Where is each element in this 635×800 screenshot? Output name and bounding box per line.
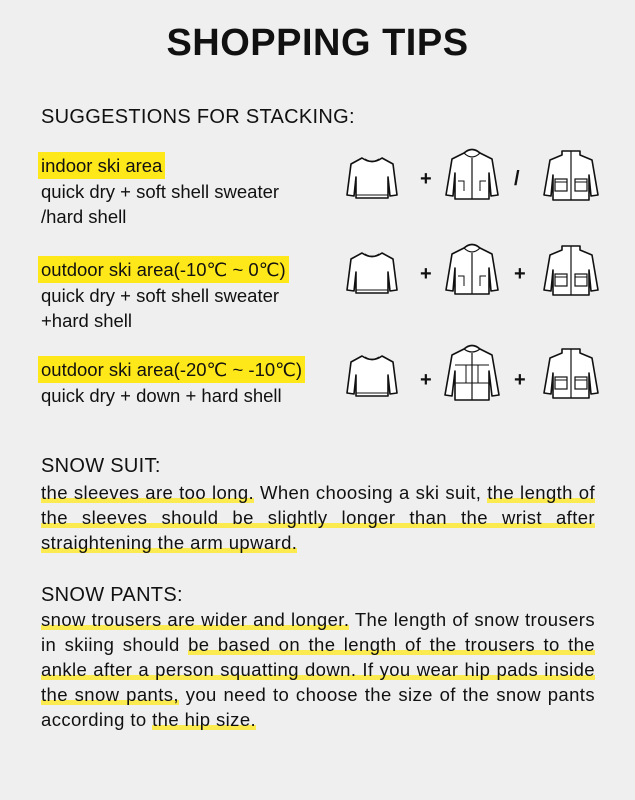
- stacking-item-line1: quick dry + soft shell sweater: [41, 285, 280, 306]
- stacking-icons-row: [340, 147, 610, 207]
- stacking-item-indoor: [41, 152, 341, 229]
- sweater-icon: [345, 250, 399, 296]
- highlighted-text: the hip size.: [152, 709, 257, 730]
- soft-shell-jacket-icon: [442, 242, 502, 298]
- stacking-heading: SUGGESTIONS FOR STACKING:: [41, 106, 355, 128]
- snow-pants-paragraph: [41, 607, 595, 732]
- body-text: The length of snow trousers in skiing should: [41, 609, 595, 655]
- plus-operator: +: [420, 369, 432, 391]
- plus-operator: +: [420, 168, 432, 190]
- hard-shell-jacket-icon: [540, 242, 602, 298]
- down-jacket-icon: [442, 343, 502, 405]
- hard-shell-jacket-icon: [540, 345, 602, 401]
- soft-shell-jacket-icon: [442, 147, 502, 203]
- plus-operator: +: [514, 369, 526, 391]
- stacking-item-label: outdoor ski area(-10℃ ~ 0℃): [38, 256, 289, 283]
- stacking-item-line1: quick dry + down + hard shell: [41, 385, 282, 406]
- stacking-item-line2: +hard shell: [41, 310, 133, 331]
- body-text: When choosing a ski suit,: [254, 482, 488, 503]
- highlighted-text: the sleeves are too long.: [41, 482, 255, 503]
- highlighted-text: snow trousers are wider and longer.: [41, 609, 350, 630]
- sweater-icon: [345, 155, 399, 201]
- plus-operator: +: [420, 263, 432, 285]
- snow-suit-heading: SNOW SUIT:: [41, 455, 161, 477]
- highlighted-text: be based on the length of the trousers to the ankle after a person squatting down. If you wear hip pads inside the snow pants,: [41, 634, 595, 705]
- stacking-icons-row: [340, 242, 610, 302]
- stacking-icons-row: [340, 343, 610, 403]
- highlighted-text: the length of the sleeves should be slightly longer than the wrist after straightening the arm upward.: [41, 482, 596, 553]
- stacking-item-label: outdoor ski area(-20℃ ~ -10℃): [38, 356, 305, 383]
- plus-operator: +: [514, 263, 526, 285]
- stacking-item-outdoor-mild: [41, 256, 341, 333]
- snow-suit-paragraph: [41, 480, 595, 555]
- snow-pants-heading: SNOW PANTS:: [41, 584, 183, 606]
- slash-operator: /: [514, 168, 520, 190]
- sweater-icon: [345, 353, 399, 399]
- page-title: SHOPPING TIPS: [166, 22, 469, 64]
- stacking-item-line2: /hard shell: [41, 206, 127, 227]
- stacking-item-outdoor-cold: [41, 356, 341, 408]
- body-text: you need to choose the size of the snow pants according to: [41, 684, 595, 730]
- hard-shell-jacket-icon: [540, 147, 602, 203]
- stacking-item-line1: quick dry + soft shell sweater: [41, 181, 280, 202]
- stacking-item-label: indoor ski area: [38, 152, 165, 179]
